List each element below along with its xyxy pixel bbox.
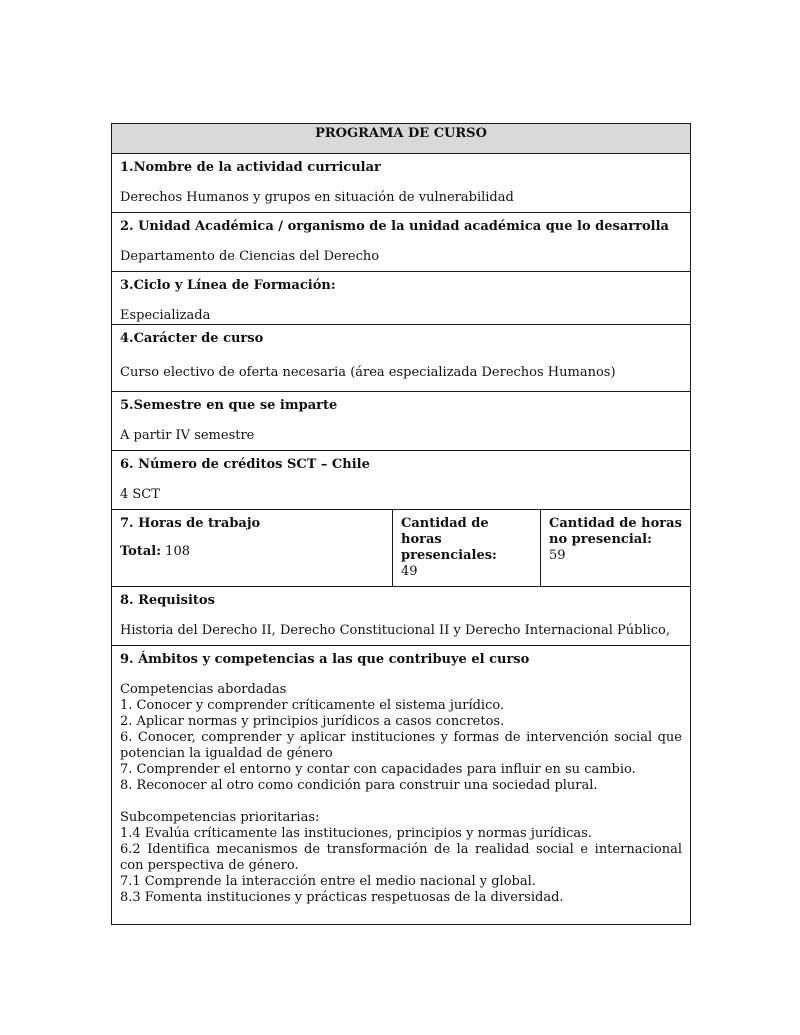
spacer xyxy=(120,794,682,810)
section-activity-name xyxy=(112,154,691,213)
competency-item: 8. Reconocer al otro como condición para construir una sociedad plural. xyxy=(120,778,598,793)
course-character-value: Curso electivo de oferta necesaria (área especializada Derechos Humanos) xyxy=(120,365,616,380)
program-title: PROGRAMA DE CURSO xyxy=(112,124,691,154)
section-heading: 4.Carácter de curso xyxy=(120,331,264,346)
section-competencies xyxy=(112,646,691,925)
section-heading: 3.Ciclo y Línea de Formación: xyxy=(120,278,336,293)
competency-item: 1. Conocer y comprender críticamente el sistema jurídico. xyxy=(120,698,505,713)
section-cycle xyxy=(112,272,691,325)
section-requirements xyxy=(112,587,691,646)
semester-value: A partir IV semestre xyxy=(120,428,255,443)
total-hours-value: 108 xyxy=(165,544,190,559)
in-person-hours-value: 49 xyxy=(401,564,418,579)
section-heading: 8. Requisitos xyxy=(120,593,215,608)
competency-item: 2. Aplicar normas y principios jurídicos a casos concretos. xyxy=(120,714,505,729)
section-heading: 7. Horas de trabajo xyxy=(120,516,261,531)
academic-unit-value: Departamento de Ciencias del Derecho xyxy=(120,249,380,264)
subcompetency-item: 1.4 Evalúa críticamente las instituciones, principios y normas jurídicas. xyxy=(120,826,592,841)
section-heading: 5.Semestre en que se imparte xyxy=(120,398,338,413)
remote-hours-cell xyxy=(541,510,691,587)
subcompetencies-heading: Subcompetencias prioritarias: xyxy=(120,810,320,825)
in-person-hours-cell xyxy=(393,510,541,587)
remote-hours-heading: Cantidad de horas no presencial: xyxy=(549,516,682,547)
subcompetency-item: 8.3 Fomenta instituciones y prácticas respetuosas de la diversidad. xyxy=(120,890,564,905)
requirements-value: Historia del Derecho II, Derecho Constitucional II y Derecho Internacional Público, xyxy=(120,623,671,638)
competencies-heading: Competencias abordadas xyxy=(120,682,287,697)
course-program-table xyxy=(111,123,691,925)
section-course-character xyxy=(112,325,691,392)
section-heading: 1.Nombre de la actividad curricular xyxy=(120,160,381,175)
section-semester xyxy=(112,392,691,451)
section-academic-unit xyxy=(112,213,691,272)
section-heading: 9. Ámbitos y competencias a las que contribuye el curso xyxy=(120,652,530,667)
section-heading: 2. Unidad Académica / organismo de la unidad académica que lo desarrolla xyxy=(120,219,669,234)
competencies-block xyxy=(120,682,682,906)
remote-hours-value: 59 xyxy=(549,548,566,563)
total-hours xyxy=(120,544,384,560)
in-person-hours-heading: Cantidad de horas presenciales: xyxy=(401,516,497,563)
credits-value: 4 SCT xyxy=(120,487,160,502)
cycle-value: Especializada xyxy=(120,308,211,323)
section-heading: 6. Número de créditos SCT – Chile xyxy=(120,457,370,472)
subcompetency-item: 6.2 Identifica mecanismos de transformación de la realidad social e internacional con perspectiva de género. xyxy=(120,842,682,873)
competency-item: 6. Conocer, comprender y aplicar instituciones y formas de intervención social que potencian la igualdad de género xyxy=(120,730,682,761)
activity-name-value: Derechos Humanos y grupos en situación de vulnerabilidad xyxy=(120,190,514,205)
section-credits xyxy=(112,451,691,510)
competency-item: 7. Comprender el entorno y contar con capacidades para influir en su cambio. xyxy=(120,762,636,777)
section-work-hours xyxy=(112,510,393,587)
subcompetency-item: 7.1 Comprende la interacción entre el medio nacional y global. xyxy=(120,874,536,889)
total-hours-label: Total: xyxy=(120,544,162,559)
